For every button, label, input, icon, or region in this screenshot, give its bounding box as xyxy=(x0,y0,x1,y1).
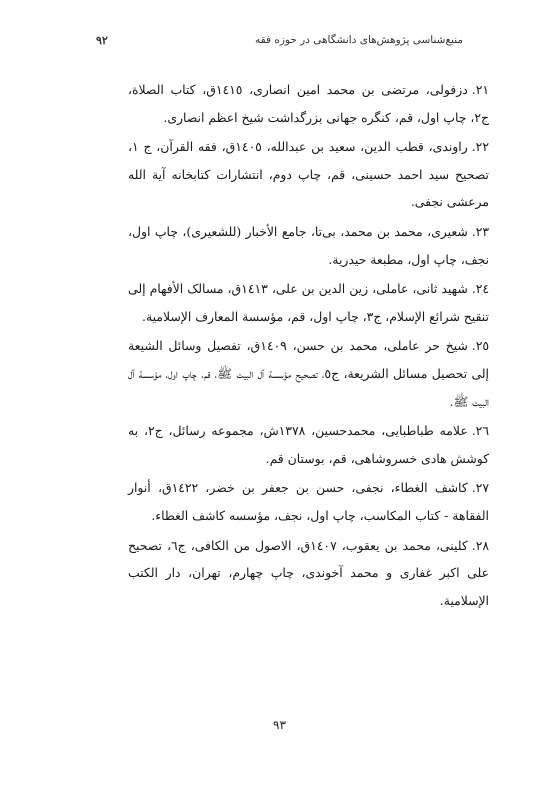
reference-item: ٢٥.شیخ حر عاملی، محمد بن حسن، ١٤٠٩ق، تفصیل وسائل الشیعة إلی تحصیل مسائل الشریعة، ج٥، تصحیح مؤسسة آل البیت ﷺ، قم، چاپ اول، مؤسسة آل البیت ﷺ. xyxy=(128,338,490,409)
reference-list xyxy=(128,76,489,616)
reference-item: ٢٤.شهید ثانی، عاملی، زین الدین بن علی، ١٤١٣ق، مسالک الأفهام إلی تنقیح شرائع الإسلام، ج٣، چاپ اول، قم، مؤسسة المعارف الإسلامیة. xyxy=(128,281,489,324)
reference-item: ٢٧.کاشف الغطاء، نجفی، حسن بن جعفر بن خضر، ١٤٢٢ق، أنوار الفقاهة - کتاب المکاسب، چاپ اول، نجف، مؤسسه کاشف الغطاء. xyxy=(128,480,489,523)
reference-item: ٢٢.راوندی، قطب الدین، سعید بن عبدالله، ١٤٠٥ق، فقه القرآن، ج ١، تصحیح سید احمد حسینی، قم، چاپ دوم، انتشارات کتابخانه آیة الله مرعشی نجفی. xyxy=(128,139,489,210)
page-number: ٩٣ xyxy=(273,718,286,732)
reference-item: ٢٨.کلینی، محمد بن یعقوب، ١٤٠٧ق، الاصول من الکافی، ج٦، تصحیح علی اکبر غفاری و محمد آخوندی، چاپ چهارم، تهران، دار الکتب الإسلامیة. xyxy=(128,537,489,608)
header-page-number: ٩٢ xyxy=(96,34,108,47)
reference-item: ٢٣.شعیری، محمد بن محمد، بی‌تا، جامع الأخبار (للشعیری)، چاپ اول، نجف، چاپ اول، مطبعة حیدریة. xyxy=(128,223,489,267)
running-title: منبع‌شناسی پژوهش‌های دانشگاهی در حوزه فقه xyxy=(255,34,463,46)
page-header xyxy=(96,30,463,54)
reference-item: ٢١.دزفولی، مرتضی بن محمد امین انصاری، ١٤١٥ق، کتاب الصلاة، ج٢، چاپ اول، قم، کنگره جهانی بزرگداشت شیخ اعظم انصاری. xyxy=(128,82,489,125)
reference-item: ٢٦.علامه طباطبایی، محمدحسین، ١٣٧٨ش، مجموعه رسائل، ج٢، به کوشش هادی خسروشاهی، قم، بوستان قم. xyxy=(128,423,489,466)
